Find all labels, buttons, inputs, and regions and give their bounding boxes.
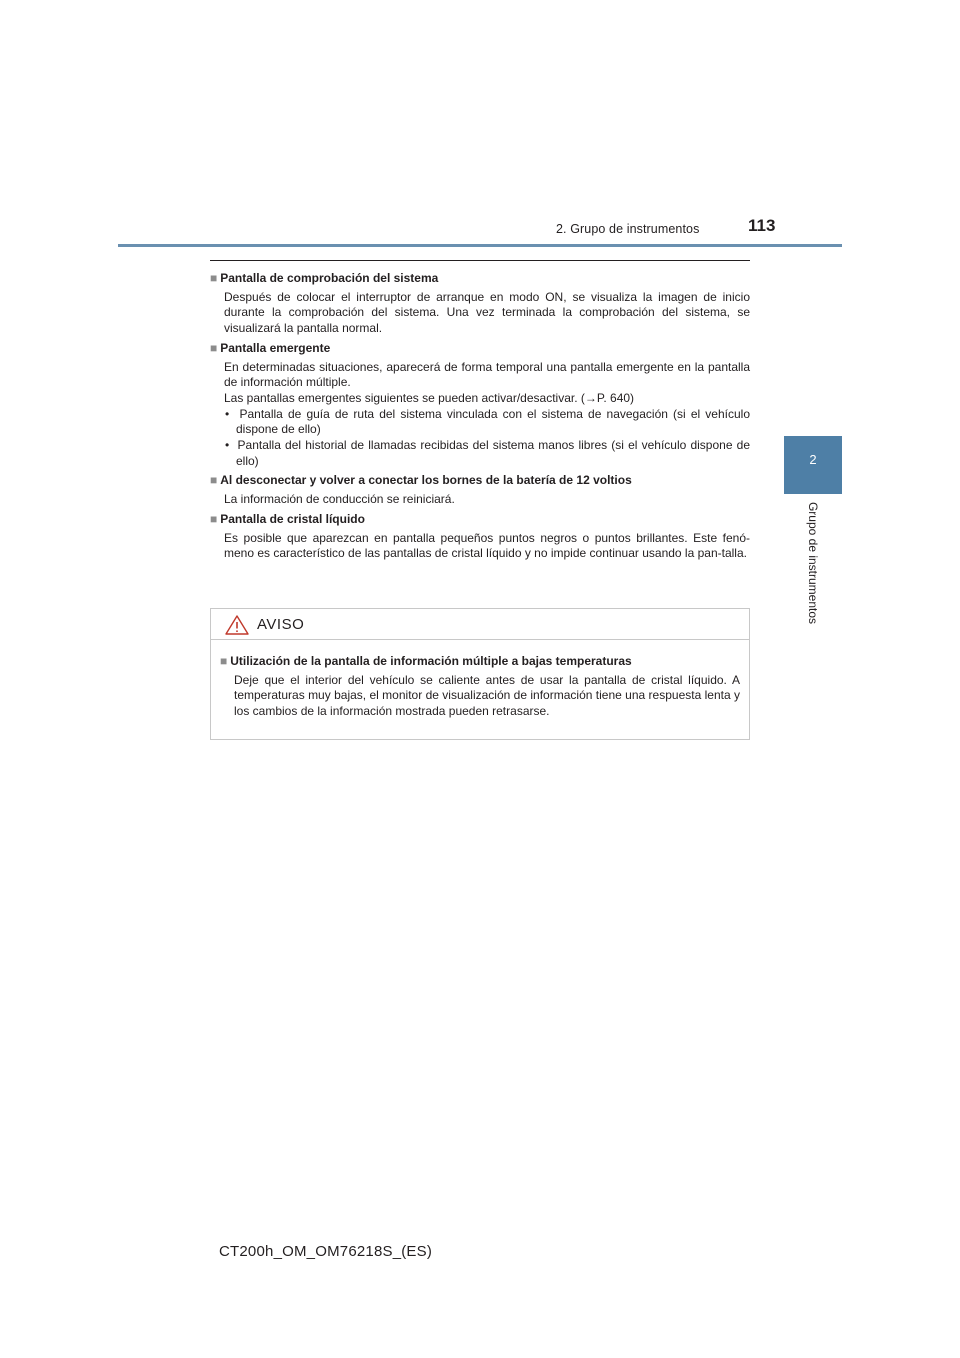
header-rule [118,244,842,247]
warning-label: AVISO [257,616,305,633]
square-bullet-icon: ■ [210,511,218,526]
square-bullet-icon: ■ [210,340,218,355]
arrow-icon: → [584,390,597,405]
square-bullet-icon: ■ [210,473,218,488]
square-bullet-icon: ■ [210,271,218,285]
chapter-number: 2 [809,452,817,467]
list-item: • Pantalla de guía de ruta del sistema vinculada con el sistema de navegación (si el vehículo dispone de ello) [225,406,751,437]
main-content [210,271,750,566]
section-system-check [210,271,750,337]
chapter-tab [784,436,842,494]
section-body: Después de colocar el interruptor de arranque en modo ON, se visualiza la imagen de inicio durante la comprobación del sistema. Una vez terminada la comprobación del sistema, se visualizará la pantalla normal. [224,289,750,336]
section-lcd [210,512,750,562]
square-bullet-icon: ■ [220,654,228,668]
section-popup [210,341,750,470]
warning-triangle-icon [225,615,249,635]
list-item: • Pantalla del historial de llamadas recibidas del sistema manos libres (si el vehículo dispone de ello) [225,438,750,468]
footer-code: CT200h_OM_OM76218S_(ES) [219,1243,433,1260]
section-heading: Pantalla emergente [220,340,331,355]
warning-header [211,609,749,640]
warning-box [210,608,750,740]
section-heading: Pantalla de cristal líquido [220,511,365,526]
warning-content [211,640,749,720]
warning-heading: Utilización de la pantalla de información múltiple a bajas temperaturas [230,654,632,668]
header-title: 2. Grupo de instrumentos [556,222,700,236]
section-body: La información de conducción se reiniciará. [224,492,455,507]
chapter-side-label: Grupo de instrumentos [806,501,820,625]
section-body-reference: Las pantallas emergentes siguientes se pueden activar/desactivar. (→P. 640) [224,390,635,405]
section-body: Es posible que aparezcan en pantalla pequeños puntos negros o puntos brillantes. Este fenó-meno es característico de las pantallas de cristal líquido y no impide continuar usando la pan-talla. [224,530,750,561]
page-reference: P. 640) [596,390,635,405]
section-body: En determinadas situaciones, aparecerá de forma temporal una pantalla emergente en la pantalla de información múltiple. [224,359,750,390]
page-number: 113 [748,216,776,235]
section-heading: Al desconectar y volver a conectar los bornes de la batería de 12 voltios [220,473,632,488]
warning-body: Deje que el interior del vehículo se caliente antes de usar la pantalla de cristal líquido. A temperaturas muy bajas, el monitor de visualización de información tiene una respuesta lenta y los cambios de la información mostrada pueden retrasarse. [234,672,740,719]
content-rule [210,260,750,261]
section-heading: Pantalla de comprobación del sistema [220,271,439,285]
section-battery [210,473,750,507]
